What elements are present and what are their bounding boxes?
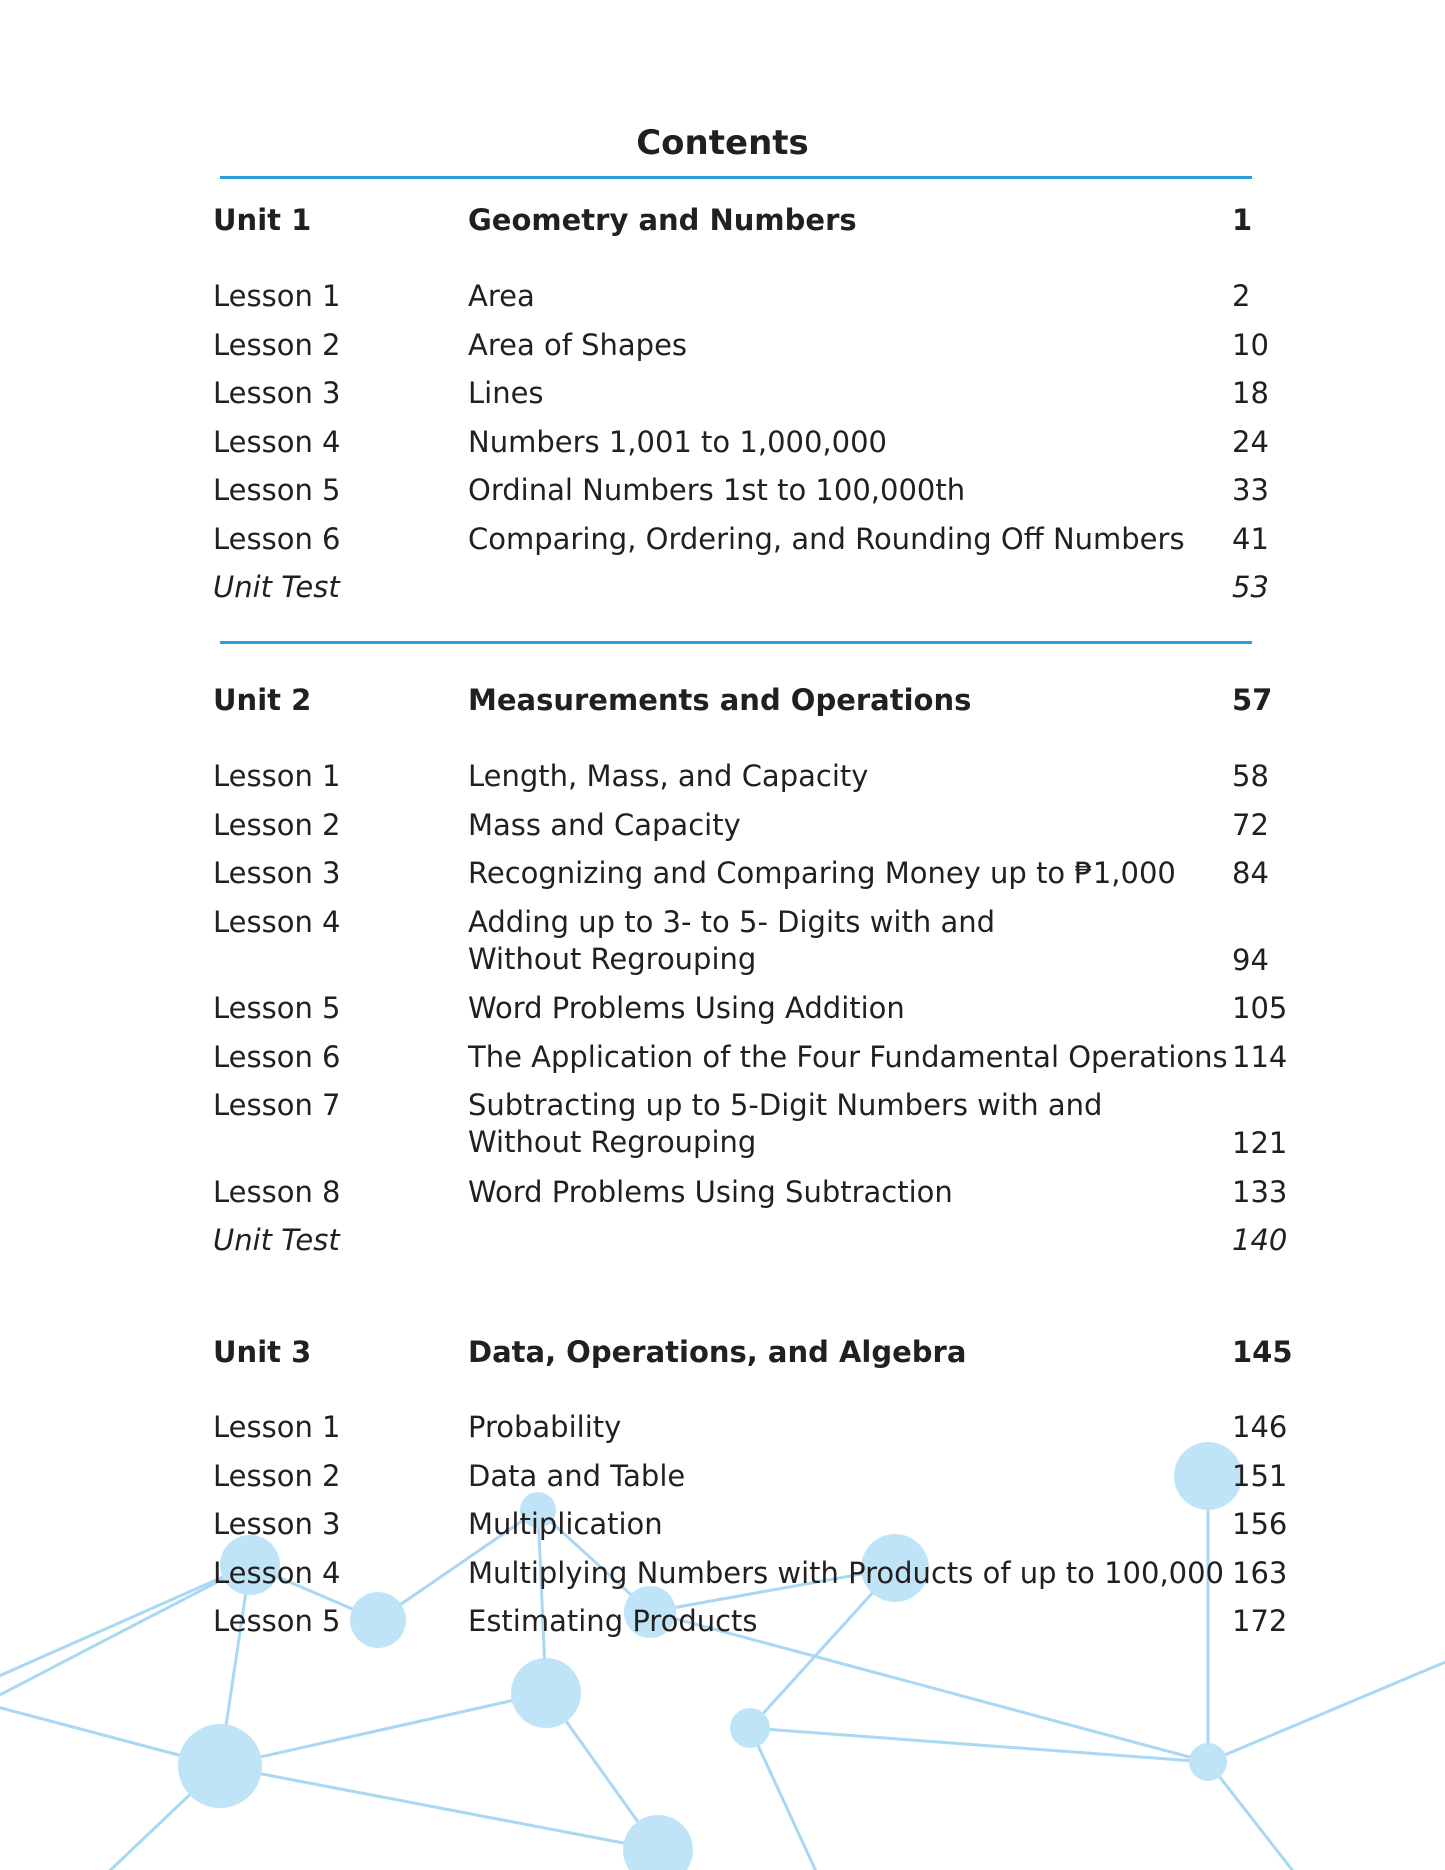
lesson-row-page: 121 bbox=[1232, 1126, 1288, 1160]
lesson-row-title bbox=[468, 807, 1218, 844]
lesson-row-title-line: Multiplication bbox=[468, 1507, 663, 1541]
lesson-row-label: Lesson 5 bbox=[213, 473, 341, 507]
lesson-row-title-line: Word Problems Using Addition bbox=[468, 991, 905, 1025]
lesson-row-title-line: Numbers 1,001 to 1,000,000 bbox=[468, 424, 887, 459]
lesson-row-page: 133 bbox=[1232, 1174, 1288, 1209]
lesson-row-page: 146 bbox=[1232, 1410, 1288, 1444]
lesson-row-title-line: Ordinal Numbers 1st to 100,000th bbox=[468, 473, 966, 507]
lesson-row-page: 72 bbox=[1232, 807, 1269, 842]
lesson-row-title bbox=[468, 990, 1218, 1027]
lesson-row-page: 24 bbox=[1232, 424, 1269, 459]
lesson-row-label: Lesson 2 bbox=[213, 807, 341, 842]
lesson-row-page: 172 bbox=[1232, 1604, 1288, 1638]
lesson-row-page: 94 bbox=[1232, 942, 1269, 977]
unit-1-heading-label: Unit 1 bbox=[213, 203, 312, 237]
lesson-row-page: 33 bbox=[1232, 473, 1269, 507]
lesson-row-label: Lesson 8 bbox=[213, 1174, 341, 1209]
lesson-row-title-line: Multiplying Numbers with Products of up to 100,000 bbox=[468, 1555, 1225, 1590]
unit-test-row-label: Unit Test bbox=[213, 570, 340, 604]
unit-2-heading-title-line: Measurements and Operations bbox=[468, 683, 972, 717]
lesson-row-label: Lesson 3 bbox=[213, 856, 341, 890]
lesson-row-title bbox=[468, 1458, 1218, 1495]
lesson-row-label: Lesson 7 bbox=[213, 1088, 341, 1122]
lesson-row-label: Lesson 1 bbox=[213, 759, 341, 793]
lesson-row-title-line: Without Regrouping bbox=[468, 1125, 757, 1159]
unit-3-heading-title-line: Data, Operations, and Algebra bbox=[468, 1335, 967, 1369]
lesson-row-page: 156 bbox=[1232, 1507, 1288, 1541]
lesson-row-title bbox=[468, 327, 1218, 364]
lesson-row-title bbox=[468, 1506, 1218, 1543]
lesson-row-label: Lesson 4 bbox=[213, 1555, 341, 1590]
lesson-row-title-line: Area bbox=[468, 279, 535, 313]
lesson-row-page: 84 bbox=[1232, 856, 1269, 890]
lesson-row-title-line: Estimating Products bbox=[468, 1604, 758, 1638]
unit-3-heading-page: 145 bbox=[1232, 1335, 1293, 1369]
unit-test-row-page: 53 bbox=[1232, 570, 1269, 604]
lesson-row-title bbox=[468, 1039, 1228, 1076]
unit-3-heading-label: Unit 3 bbox=[213, 1335, 312, 1369]
unit-test-row-label: Unit Test bbox=[213, 1223, 340, 1257]
unit-2-heading-page: 57 bbox=[1232, 683, 1273, 717]
lesson-row-title bbox=[468, 1409, 1218, 1446]
unit-1-heading-page: 1 bbox=[1232, 203, 1253, 237]
lesson-row-label: Lesson 6 bbox=[213, 1039, 341, 1074]
lesson-row-label: Lesson 5 bbox=[213, 991, 341, 1025]
lesson-row-title bbox=[468, 1555, 1225, 1592]
lesson-row-label: Lesson 6 bbox=[213, 521, 341, 556]
lesson-row-title-line: Without Regrouping bbox=[468, 941, 757, 976]
lesson-row-title bbox=[468, 1087, 1218, 1161]
lesson-row-page: 2 bbox=[1232, 279, 1251, 313]
lesson-row-label: Lesson 4 bbox=[213, 904, 341, 939]
lesson-row-page: 10 bbox=[1232, 327, 1269, 362]
lesson-row-title bbox=[468, 1174, 1218, 1211]
lesson-row-title-line: The Application of the Four Fundamental Operations bbox=[468, 1039, 1228, 1074]
lesson-row-title bbox=[468, 521, 1218, 558]
lesson-row-title-line: Area of Shapes bbox=[468, 327, 688, 362]
lesson-row-title-line: Comparing, Ordering, and Rounding Off Numbers bbox=[468, 521, 1185, 556]
lesson-row-page: 163 bbox=[1232, 1555, 1288, 1590]
lesson-row-label: Lesson 3 bbox=[213, 1507, 341, 1541]
lesson-row-title bbox=[468, 424, 1218, 461]
lesson-row-title bbox=[468, 904, 1218, 978]
lesson-row-title bbox=[468, 472, 1218, 509]
lesson-row-title-line: Mass and Capacity bbox=[468, 807, 741, 842]
lesson-row-title-line: Recognizing and Comparing Money up to ₱1,000 bbox=[468, 856, 1176, 890]
lesson-row-page: 58 bbox=[1232, 759, 1269, 793]
page-title: Contents bbox=[636, 123, 809, 163]
unit-test-row-page: 140 bbox=[1232, 1223, 1288, 1257]
lesson-row-title-line: Data and Table bbox=[468, 1458, 686, 1493]
unit-2-heading-label: Unit 2 bbox=[213, 683, 312, 717]
lesson-row-label: Lesson 2 bbox=[213, 1458, 341, 1493]
unit-3-heading-title bbox=[468, 1334, 1218, 1371]
lesson-row-label: Lesson 1 bbox=[213, 279, 341, 313]
lesson-row-page: 18 bbox=[1232, 376, 1269, 410]
lesson-row-title bbox=[468, 855, 1218, 892]
lesson-row-page: 114 bbox=[1232, 1039, 1288, 1074]
lesson-row-label: Lesson 2 bbox=[213, 327, 341, 362]
section-rule bbox=[220, 641, 1252, 644]
unit-1-heading-title-line: Geometry and Numbers bbox=[468, 203, 857, 237]
lesson-row-label: Lesson 5 bbox=[213, 1604, 341, 1638]
lesson-row-page: 105 bbox=[1232, 991, 1288, 1025]
lesson-row-title-line: Subtracting up to 5-Digit Numbers with and bbox=[468, 1088, 1103, 1122]
unit-2-heading-title bbox=[468, 682, 1218, 719]
lesson-row-label: Lesson 1 bbox=[213, 1410, 341, 1444]
lesson-row-label: Lesson 3 bbox=[213, 376, 341, 410]
lesson-row-title-line: Lines bbox=[468, 376, 544, 410]
lesson-row-title-line: Length, Mass, and Capacity bbox=[468, 759, 869, 793]
lesson-row-title bbox=[468, 758, 1218, 795]
lesson-row-title bbox=[468, 375, 1218, 412]
lesson-row-label: Lesson 4 bbox=[213, 424, 341, 459]
lesson-row-title bbox=[468, 1603, 1218, 1640]
lesson-row-title-line: Probability bbox=[468, 1410, 622, 1444]
unit-1-heading-title bbox=[468, 202, 1218, 239]
lesson-row-page: 41 bbox=[1232, 521, 1269, 556]
section-rule bbox=[220, 176, 1252, 179]
lesson-row-title bbox=[468, 278, 1218, 315]
lesson-row-title-line: Word Problems Using Subtraction bbox=[468, 1174, 953, 1209]
lesson-row-title-line: Adding up to 3- to 5- Digits with and bbox=[468, 904, 995, 939]
lesson-row-page: 151 bbox=[1232, 1458, 1288, 1493]
